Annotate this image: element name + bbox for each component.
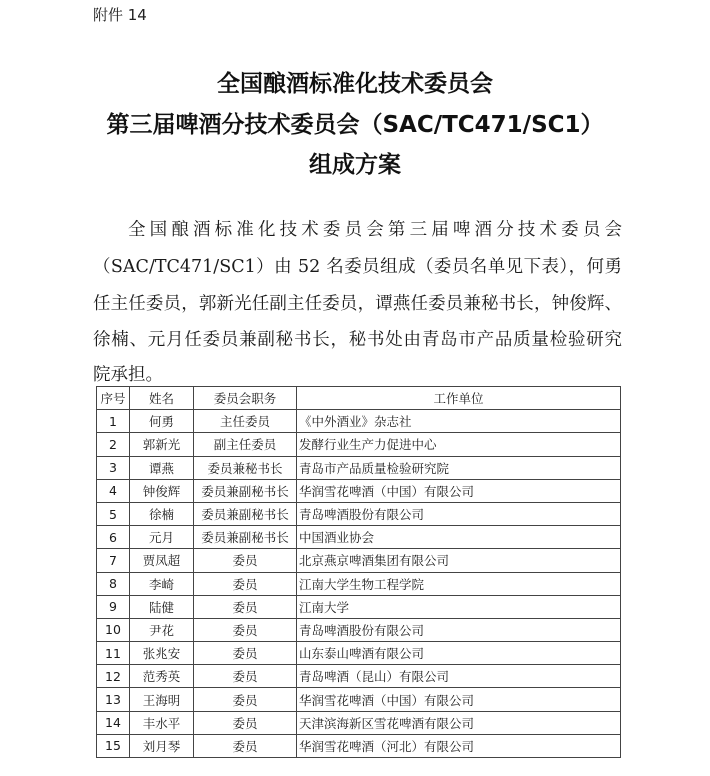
member-role: 委员 xyxy=(194,734,297,757)
member-role: 委员 xyxy=(194,711,297,734)
member-name: 谭燕 xyxy=(130,456,194,479)
intro-line-3: 任主任委员，郭新光任副主任委员，谭燕任委员兼秘书长，钟俊辉、 xyxy=(93,294,622,314)
header-name: 姓名 xyxy=(130,387,194,410)
row-number: 9 xyxy=(97,595,130,618)
member-table xyxy=(96,386,621,758)
intro-line-4: 徐楠、元月任委员兼副秘书长，秘书处由青岛市产品质量检验研究 xyxy=(93,330,622,350)
row-number: 11 xyxy=(97,642,130,665)
intro-line-5: 院承担。 xyxy=(93,365,163,385)
table-row xyxy=(97,711,621,734)
member-name: 王海明 xyxy=(130,688,194,711)
row-number: 14 xyxy=(97,711,130,734)
table-row xyxy=(97,479,621,502)
member-organization: 华润雪花啤酒（中国）有限公司 xyxy=(297,479,621,502)
table-row xyxy=(97,595,621,618)
document-title-line-3: 组成方案 xyxy=(309,152,401,178)
row-number: 10 xyxy=(97,618,130,641)
document-title-line-2: 第三届啤酒分技术委员会（SAC/TC471/SC1） xyxy=(106,112,604,138)
row-number: 8 xyxy=(97,572,130,595)
member-name: 李崎 xyxy=(130,572,194,595)
table-row xyxy=(97,456,621,479)
table-row xyxy=(97,526,621,549)
document-title-line-1: 全国酿酒标准化技术委员会 xyxy=(217,71,493,97)
row-number: 2 xyxy=(97,433,130,456)
member-name: 丰水平 xyxy=(130,711,194,734)
row-number: 15 xyxy=(97,734,130,757)
member-name: 徐楠 xyxy=(130,502,194,525)
member-organization: 青岛啤酒股份有限公司 xyxy=(297,618,621,641)
member-role: 委员兼副秘书长 xyxy=(194,526,297,549)
member-organization: 青岛啤酒（昆山）有限公司 xyxy=(297,665,621,688)
member-name: 元月 xyxy=(130,526,194,549)
member-table-body xyxy=(97,410,621,758)
member-role: 委员 xyxy=(194,595,297,618)
member-organization: 江南大学 xyxy=(297,595,621,618)
member-organization: 发酵行业生产力促进中心 xyxy=(297,433,621,456)
member-role: 委员兼副秘书长 xyxy=(194,502,297,525)
member-role: 副主任委员 xyxy=(194,433,297,456)
row-number: 7 xyxy=(97,549,130,572)
table-row xyxy=(97,642,621,665)
row-number: 3 xyxy=(97,456,130,479)
row-number: 1 xyxy=(97,410,130,433)
table-row xyxy=(97,433,621,456)
member-role: 委员 xyxy=(194,572,297,595)
attachment-label: 附件 14 xyxy=(93,6,147,24)
member-role: 委员兼秘书长 xyxy=(194,456,297,479)
member-name: 刘月琴 xyxy=(130,734,194,757)
member-organization: 天津滨海新区雪花啤酒有限公司 xyxy=(297,711,621,734)
member-role: 委员 xyxy=(194,688,297,711)
row-number: 13 xyxy=(97,688,130,711)
row-number: 12 xyxy=(97,665,130,688)
member-role: 委员 xyxy=(194,549,297,572)
member-organization: 华润雪花啤酒（河北）有限公司 xyxy=(297,734,621,757)
member-name: 张兆安 xyxy=(130,642,194,665)
intro-line-1: 全国酿酒标准化技术委员会第三届啤酒分技术委员会 xyxy=(128,220,622,240)
table-row xyxy=(97,549,621,572)
member-name: 范秀英 xyxy=(130,665,194,688)
member-organization: 江南大学生物工程学院 xyxy=(297,572,621,595)
header-organization: 工作单位 xyxy=(297,387,621,410)
table-row xyxy=(97,410,621,433)
table-row xyxy=(97,618,621,641)
member-organization: 华润雪花啤酒（中国）有限公司 xyxy=(297,688,621,711)
member-name: 何勇 xyxy=(130,410,194,433)
table-header-row xyxy=(97,387,621,410)
member-name: 郭新光 xyxy=(130,433,194,456)
member-role: 委员 xyxy=(194,665,297,688)
header-number: 序号 xyxy=(97,387,130,410)
member-organization: 山东泰山啤酒有限公司 xyxy=(297,642,621,665)
row-number: 5 xyxy=(97,502,130,525)
header-role: 委员会职务 xyxy=(194,387,297,410)
table-row xyxy=(97,665,621,688)
member-name: 贾凤超 xyxy=(130,549,194,572)
row-number: 6 xyxy=(97,526,130,549)
member-name: 尹花 xyxy=(130,618,194,641)
member-organization: 中国酒业协会 xyxy=(297,526,621,549)
member-role: 委员 xyxy=(194,618,297,641)
member-organization: 《中外酒业》杂志社 xyxy=(297,410,621,433)
table-row xyxy=(97,502,621,525)
member-role: 委员 xyxy=(194,642,297,665)
table-row xyxy=(97,688,621,711)
member-organization: 北京燕京啤酒集团有限公司 xyxy=(297,549,621,572)
member-name: 陆健 xyxy=(130,595,194,618)
member-role: 主任委员 xyxy=(194,410,297,433)
intro-line-2: （SAC/TC471/SC1）由 52 名委员组成（委员名单见下表），何勇 xyxy=(93,257,622,277)
member-name: 钟俊辉 xyxy=(130,479,194,502)
member-role: 委员兼副秘书长 xyxy=(194,479,297,502)
member-organization: 青岛市产品质量检验研究院 xyxy=(297,456,621,479)
table-row xyxy=(97,572,621,595)
member-organization: 青岛啤酒股份有限公司 xyxy=(297,502,621,525)
table-row xyxy=(97,734,621,757)
row-number: 4 xyxy=(97,479,130,502)
